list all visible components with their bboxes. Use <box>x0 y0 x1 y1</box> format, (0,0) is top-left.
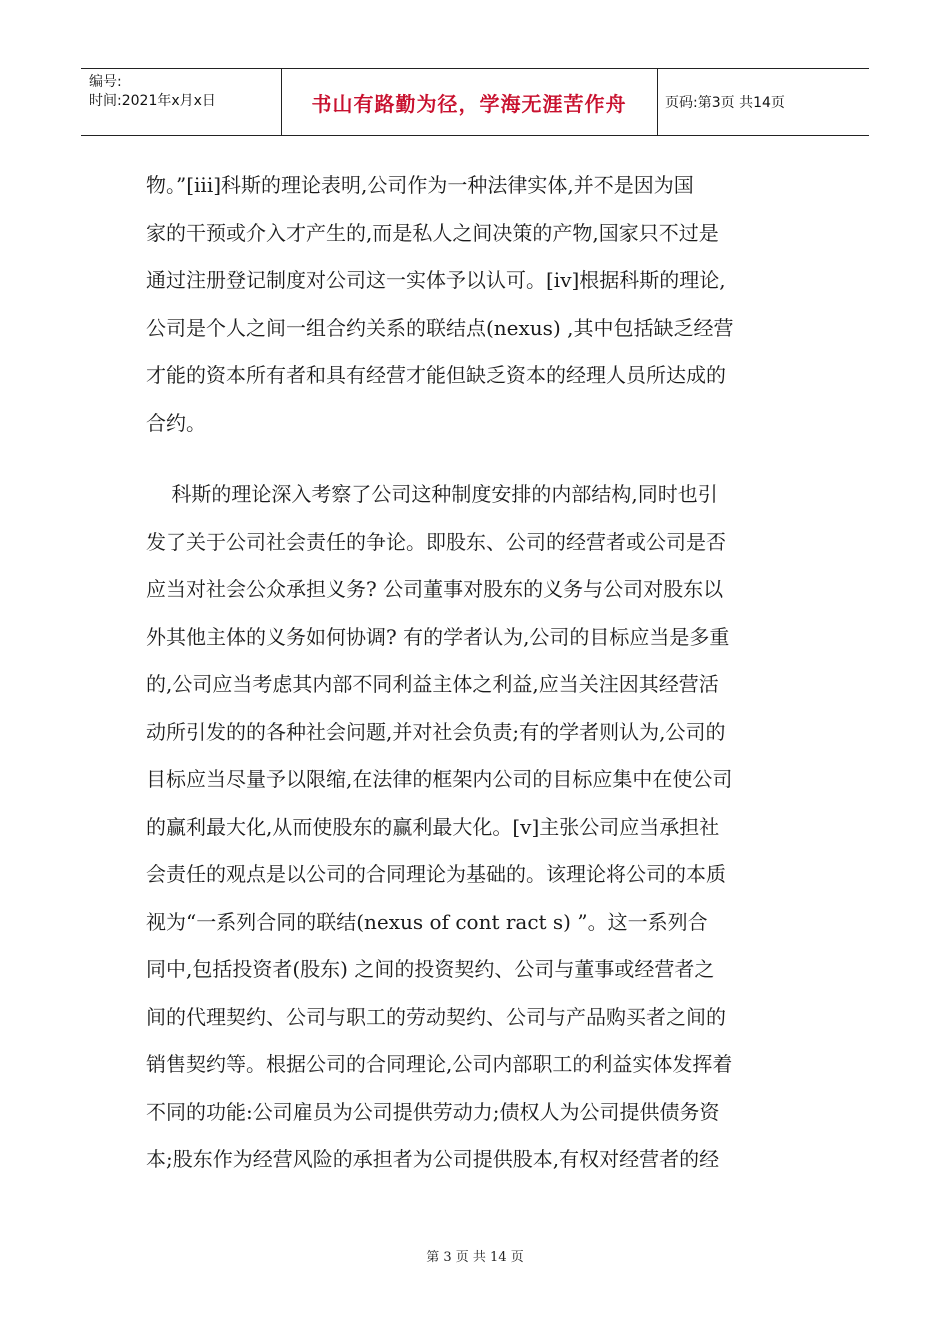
header-meta <box>89 73 279 111</box>
text-line: 应当对社会公众承担义务? 公司董事对股东的义务与公司对股东以 <box>146 577 724 601</box>
document-time-label: 时间:2021年x月x日 <box>89 93 216 109</box>
text-line: 合约。 <box>146 410 206 435</box>
document-body <box>146 162 806 1184</box>
header-motto: 书山有路勤为径，学海无涯苦作舟 <box>311 91 627 116</box>
document-number-label: 编号: <box>89 74 122 90</box>
text-line: 动所引发的的各种社会问题,并对社会负责;有的学者则认为,公司的 <box>146 719 726 744</box>
page-footer: 第 3 页 共 14 页 <box>426 1250 524 1265</box>
text-line: 视为“一系列合同的联结(nexus of cont ract s) ”。这一系列合 <box>146 909 708 934</box>
text-line: 本;股东作为经营风险的承担者为公司提供股本,有权对经营者的经 <box>146 1147 720 1171</box>
paragraph <box>146 471 806 1184</box>
text-line: 间的代理契约、公司与职工的劳动契约、公司与产品购买者之间的 <box>146 1004 726 1029</box>
text-line: 的,公司应当考虑其内部不同利益主体之利益,应当关注因其经营活 <box>146 672 719 696</box>
header-page-info: 页码:第3页 共14页 <box>665 95 785 111</box>
text-line: 销售契约等。根据公司的合同理论,公司内部职工的利益实体发挥着 <box>146 1052 733 1076</box>
text-line: 通过注册登记制度对公司这一实体予以认可。[iv]根据科斯的理论, <box>146 268 726 292</box>
text-line: 公司是个人之间一组合约关系的联结点(nexus) ,其中包括缺乏经营 <box>146 315 734 340</box>
text-line: 家的干预或介入才产生的,而是私人之间决策的产物,国家只不过是 <box>146 220 719 245</box>
text-line: 同中,包括投资者(股东) 之间的投资契约、公司与董事或经营者之 <box>146 957 715 981</box>
text-line: 外其他主体的义务如何协调? 有的学者认为,公司的目标应当是多重 <box>146 624 730 649</box>
text-line: 才能的资本所有者和具有经营才能但缺乏资本的经理人员所达成的 <box>146 363 726 387</box>
header-divider-right <box>657 69 658 135</box>
text-line: 会责任的观点是以公司的合同理论为基础的。该理论将公司的本质 <box>146 862 726 886</box>
text-line: 物。”[iii]科斯的理论表明,公司作为一种法律实体,并不是因为国 <box>146 173 694 197</box>
text-line: 的赢利最大化,从而使股东的赢利最大化。[v]主张公司应当承担社 <box>146 814 720 839</box>
page-header <box>81 68 869 136</box>
text-line: 目标应当尽量予以限缩,在法律的框架内公司的目标应集中在使公司 <box>146 767 733 791</box>
text-line: 不同的功能:公司雇员为公司提供劳动力;债权人为公司提供债务资 <box>146 1099 720 1124</box>
paragraph <box>146 162 806 447</box>
paragraph-spacer <box>146 447 806 471</box>
text-line: 科斯的理论深入考察了公司这种制度安排的内部结构,同时也引 <box>146 482 718 506</box>
text-line: 发了关于公司社会责任的争论。即股东、公司的经营者或公司是否 <box>146 529 726 554</box>
